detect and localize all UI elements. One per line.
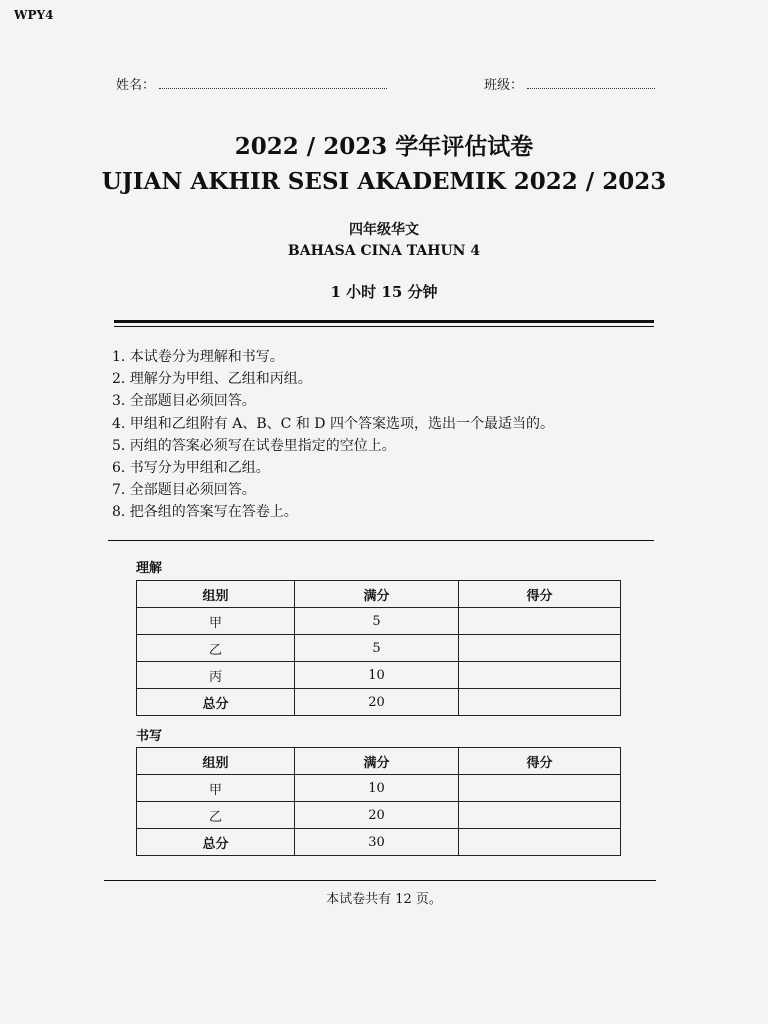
instruction-item: 3. 全部题目必须回答。 [112, 393, 256, 410]
header-score: 得分 [459, 748, 621, 775]
header-score: 得分 [459, 581, 621, 608]
cell-score[interactable] [459, 662, 621, 689]
instruction-item: 6. 书写分为甲组和乙组。 [112, 460, 270, 477]
score-table-comprehension [136, 580, 621, 716]
instruction-item: 4. 甲组和乙组附有 A、B、C 和 D 四个答案选项，选出一个最适当的。 [112, 415, 554, 432]
cell-max: 10 [295, 662, 459, 689]
table-row [137, 608, 621, 635]
cell-max: 20 [295, 802, 459, 829]
name-blank[interactable] [159, 80, 387, 89]
cell-total-max: 30 [295, 829, 459, 856]
score-table-writing [136, 747, 621, 856]
instruction-item: 7. 全部题目必须回答。 [112, 482, 256, 499]
table-row [137, 635, 621, 662]
class-field[interactable] [484, 74, 655, 93]
name-field[interactable] [116, 74, 387, 93]
subject-chinese: 四年级华文 [349, 222, 419, 238]
class-label: 班级： [484, 78, 524, 93]
table-header-row [137, 748, 621, 775]
divider-thin [114, 326, 654, 327]
exam-duration: 1 小时 15 分钟 [330, 283, 438, 301]
cell-group: 甲 [137, 608, 295, 635]
table-row [137, 775, 621, 802]
paper-code: WPY4 [14, 8, 54, 22]
cell-group: 丙 [137, 662, 295, 689]
instructions-list [112, 346, 554, 524]
cell-total-label: 总分 [137, 829, 295, 856]
instruction-item: 2. 理解分为甲组、乙组和丙组。 [112, 371, 312, 388]
cell-total-label: 总分 [137, 689, 295, 716]
subject-malay: BAHASA CINA TAHUN 4 [287, 243, 481, 259]
cell-max: 5 [295, 635, 459, 662]
section-label-writing: 书写 [136, 729, 163, 744]
page-count-footer: 本试卷共有 12 页。 [326, 892, 442, 907]
cell-total-score[interactable] [459, 829, 621, 856]
cell-max: 10 [295, 775, 459, 802]
instruction-item: 8. 把各组的答案写在答卷上。 [112, 504, 298, 521]
cell-score[interactable] [459, 775, 621, 802]
cell-group: 甲 [137, 775, 295, 802]
instruction-item: 5. 丙组的答案必须写在试卷里指定的空位上。 [112, 437, 396, 454]
table-row [137, 662, 621, 689]
table-total-row [137, 689, 621, 716]
header-group: 组别 [137, 581, 295, 608]
cell-group: 乙 [137, 635, 295, 662]
table-total-row [137, 829, 621, 856]
divider [108, 540, 654, 541]
title-chinese: 2022 / 2023 学年评估试卷 [234, 133, 534, 160]
divider-thick [114, 320, 654, 323]
section-label-comprehension: 理解 [136, 561, 163, 576]
cell-group: 乙 [137, 802, 295, 829]
header-max: 满分 [295, 581, 459, 608]
header-group: 组别 [137, 748, 295, 775]
divider-footer [104, 880, 656, 881]
cell-score[interactable] [459, 802, 621, 829]
header-max: 满分 [295, 748, 459, 775]
class-blank[interactable] [527, 80, 655, 89]
title-malay: UJIAN AKHIR SESI AKADEMIK 2022 / 2023 [101, 168, 667, 195]
table-header-row [137, 581, 621, 608]
cell-max: 5 [295, 608, 459, 635]
instruction-item: 1. 本试卷分为理解和书写。 [112, 349, 284, 365]
cell-total-max: 20 [295, 689, 459, 716]
cell-score[interactable] [459, 635, 621, 662]
table-row [137, 802, 621, 829]
cell-total-score[interactable] [459, 689, 621, 716]
name-label: 姓名： [116, 78, 156, 93]
cell-score[interactable] [459, 608, 621, 635]
